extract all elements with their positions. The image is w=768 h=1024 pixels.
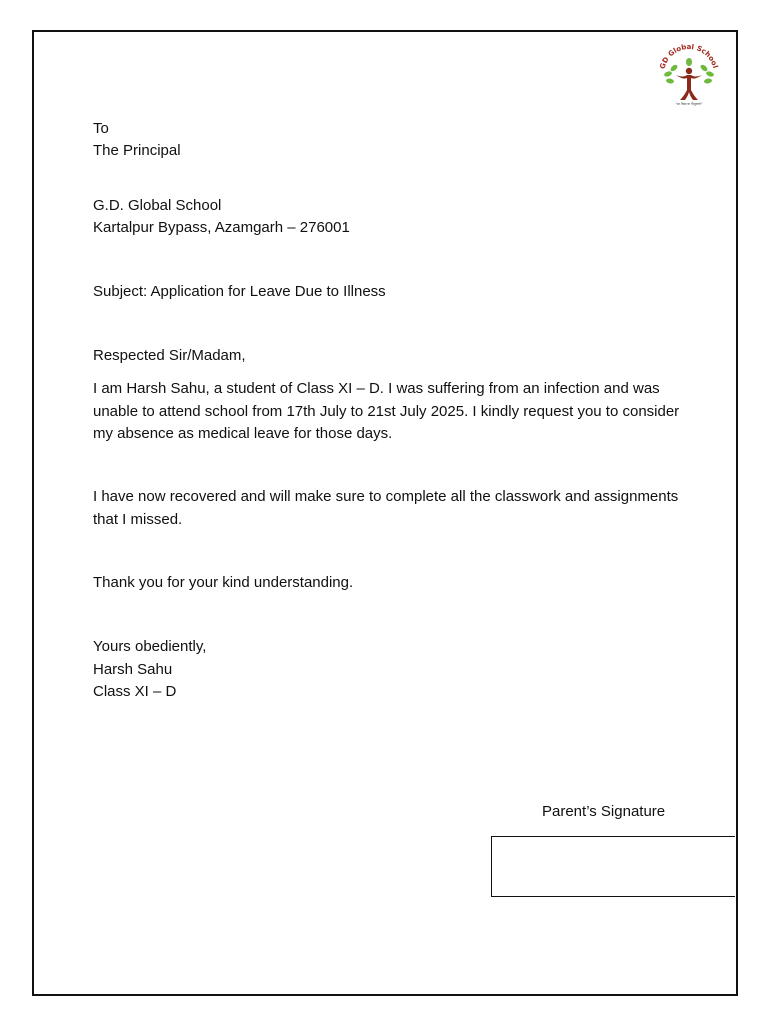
address-location: Kartalpur Bypass, Azamgarh – 276001 [93, 219, 350, 236]
address-recipient: The Principal [93, 142, 181, 159]
salutation: Respected Sir/Madam, [93, 347, 246, 364]
sender-name: Harsh Sahu [93, 661, 173, 678]
svg-text:GD Global School: GD Global School [658, 44, 720, 70]
valediction: Yours obediently, [93, 638, 207, 655]
svg-text:"सा विद्या या विमुक्तये": "सा विद्या या विमुक्तये" [675, 102, 703, 106]
body-paragraph-2: I have now recovered and will make sure to complete all the classwork and assignments that I missed. [93, 488, 679, 528]
address-school: G.D. Global School [93, 197, 222, 214]
body-paragraph-3: Thank you for your kind understanding. [93, 574, 354, 591]
signature-label: Parent’s Signature [542, 803, 666, 820]
sender-class: Class XI – D [93, 683, 177, 700]
subject-line: Subject: Application for Leave Due to Illness [93, 283, 386, 300]
school-logo [656, 44, 722, 108]
tree-logo-icon [656, 44, 722, 108]
signature-box [491, 836, 735, 897]
body-paragraph-1: I am Harsh Sahu, a student of Class XI – D. I was suffering from an infection and was unable to attend school from 17th July to 21st July 2025. I kindly request you to consider my absence as medical leave for those days. [93, 380, 680, 442]
address-to: To [93, 120, 109, 137]
